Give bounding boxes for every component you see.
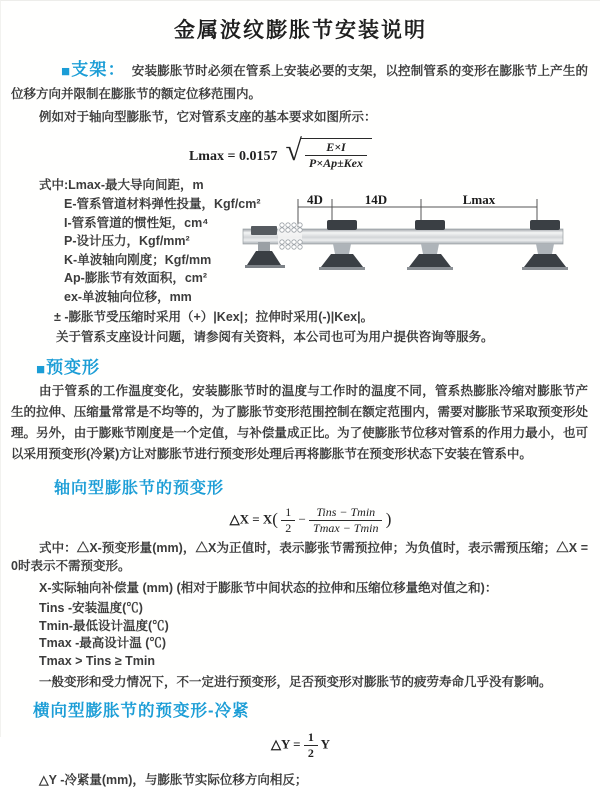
temp-definition-line: Tmax -最高设计温 (℃)	[39, 636, 167, 651]
support-heading-label: 支架：	[71, 60, 126, 79]
support-note-line: 关于管系支座设计问题，请参阅有关资料，本公司也可为用户提供咨询等服务。	[56, 329, 494, 344]
pipe-support	[522, 220, 568, 270]
open-paren: (	[272, 509, 278, 529]
definition-line: ± -膨胀节受压缩时采用（+）|Kex|；拉伸时采用(-)|Kex|。	[54, 309, 374, 324]
support-example-paragraph: 例如对于轴向型膨胀节，它对管系支座的基本要求如图所示：	[39, 110, 377, 124]
formula-axial-predeform	[21, 506, 600, 535]
temp-definition-line: Tmax > Tins ≥ Tmin	[39, 653, 156, 668]
axial-explanation-paragraph: 式中：△X-预变形量(mm)，△X为正值时，表示膨张节需预拉伸；为负值时，表示需预压缩；△X = 0时表示不需预变形。	[11, 540, 588, 574]
lateral-note-line: △Y -冷紧量(mm)，与膨胀节实际位移方向相反；	[39, 772, 308, 787]
formula-lateral-rhs: Y	[320, 736, 330, 752]
lateral-predeform-heading: 横向型膨胀节的预变形-冷紧	[33, 702, 250, 721]
blue-square-bullet-icon: ■	[36, 360, 47, 378]
formula-guide-denominator: P×Ap±Kex	[308, 156, 364, 171]
dim-label-4d: 4D	[307, 192, 323, 207]
axial-general-note: 一般变形和受力情况下，不一定进行预变形，足否预变形对膨胀节的疲劳寿命几乎没有影响。	[39, 675, 552, 690]
pipe-support	[407, 220, 453, 270]
page-title: 金属波纹膨胀节安装说明	[174, 19, 427, 42]
predeform-section-heading	[36, 353, 600, 378]
definition-line: E-管系管道材料弹性投量，Kgf/cm²	[64, 196, 261, 211]
one-half-fraction	[281, 506, 295, 535]
temperature-definitions	[1, 600, 600, 670]
formula-guide-lhs: Lmax = 0.0157	[188, 149, 278, 164]
axial-x-definition: X-实际轴向补偿量 (mm) (相对于膨胀节中间状态的拉伸和压缩位移量绝对值之和)：	[39, 580, 498, 595]
predeform-paragraph: 由于管系的工作温度变化，安装膨胀节时的温度与工作时的温度不同，管系热膨胀冷缩对膨胀节产生的拉伸、压缩量常常是不均等的，为了膨胀节变形范围控制在额定范围内，需要对膨胀节采取预变形处理。另外，由于膨账节刚度是一个定值，与补偿量成正比。为了使膨胀节位移对管系的作用力最小，也可以采用预变形(冷紧)方让对膨胀节进行预变形处理后再将膨胀节在预变形状态下安装在管系中。	[11, 383, 588, 461]
close-paren: )	[385, 509, 392, 529]
axial-predeform-heading: 轴向型膨胀节的预变形	[54, 479, 225, 497]
definition-line: P-设计压力，Kgf/mm²	[64, 234, 190, 249]
pipe-support-diagram	[241, 193, 597, 287]
formula-axial-numerator: Tins − Tmin	[309, 506, 382, 521]
definition-line: I-管系管道的惯性矩，cm⁴	[64, 215, 209, 230]
formula-lateral-lhs: △Y =	[271, 736, 301, 752]
formula-guide-spacing	[1, 134, 560, 171]
temp-definition-line: Tmin-最低设计温度(℃)	[39, 618, 169, 633]
predeform-heading-label: 预变形	[46, 357, 101, 377]
minus-operator: −	[298, 511, 306, 527]
formula-axial-lhs: △X = X	[229, 511, 273, 527]
dim-label-lmax: Lmax	[462, 192, 496, 207]
bellows-icon	[278, 223, 302, 249]
support-section-heading	[61, 60, 126, 79]
one-half-fraction	[304, 731, 318, 760]
formula-guide-numerator: E×I	[305, 141, 367, 156]
half-denominator: 2	[285, 520, 292, 535]
radical-glyph: √	[285, 134, 302, 167]
radical-sign	[285, 134, 372, 171]
definition-line: ex-单波轴向位移，mm	[64, 289, 192, 304]
dim-label-14d: 14D	[364, 192, 388, 207]
support-intro-text: 安装膨胀节时必须在管系上安装必要的支架，以控制管系的变形在膨胀节上产生的位移方向并限制在膨胀节的额定位移范围内。	[11, 64, 589, 101]
definition-line: Ap-膨胀节有效面积，cm²	[64, 271, 208, 286]
lateral-half-denominator: 2	[307, 746, 314, 761]
definition-line: 式中:Lmax-最大导向间距，m	[39, 178, 204, 193]
temperature-fraction	[309, 506, 382, 535]
temp-definition-line: Tins -安装温度(℃)	[39, 600, 143, 615]
support-intro-paragraph	[11, 58, 588, 106]
definition-line: K-单波轴向刚度；Kgf/mm	[64, 252, 212, 267]
lateral-half-numerator: 1	[304, 731, 318, 746]
half-numerator: 1	[281, 506, 295, 521]
formula-axial-denominator: Tmax − Tmin	[313, 520, 379, 535]
blue-square-bullet-icon: ■	[61, 63, 72, 80]
formula-lateral-predeform	[1, 731, 600, 760]
pipe-support	[319, 220, 365, 270]
